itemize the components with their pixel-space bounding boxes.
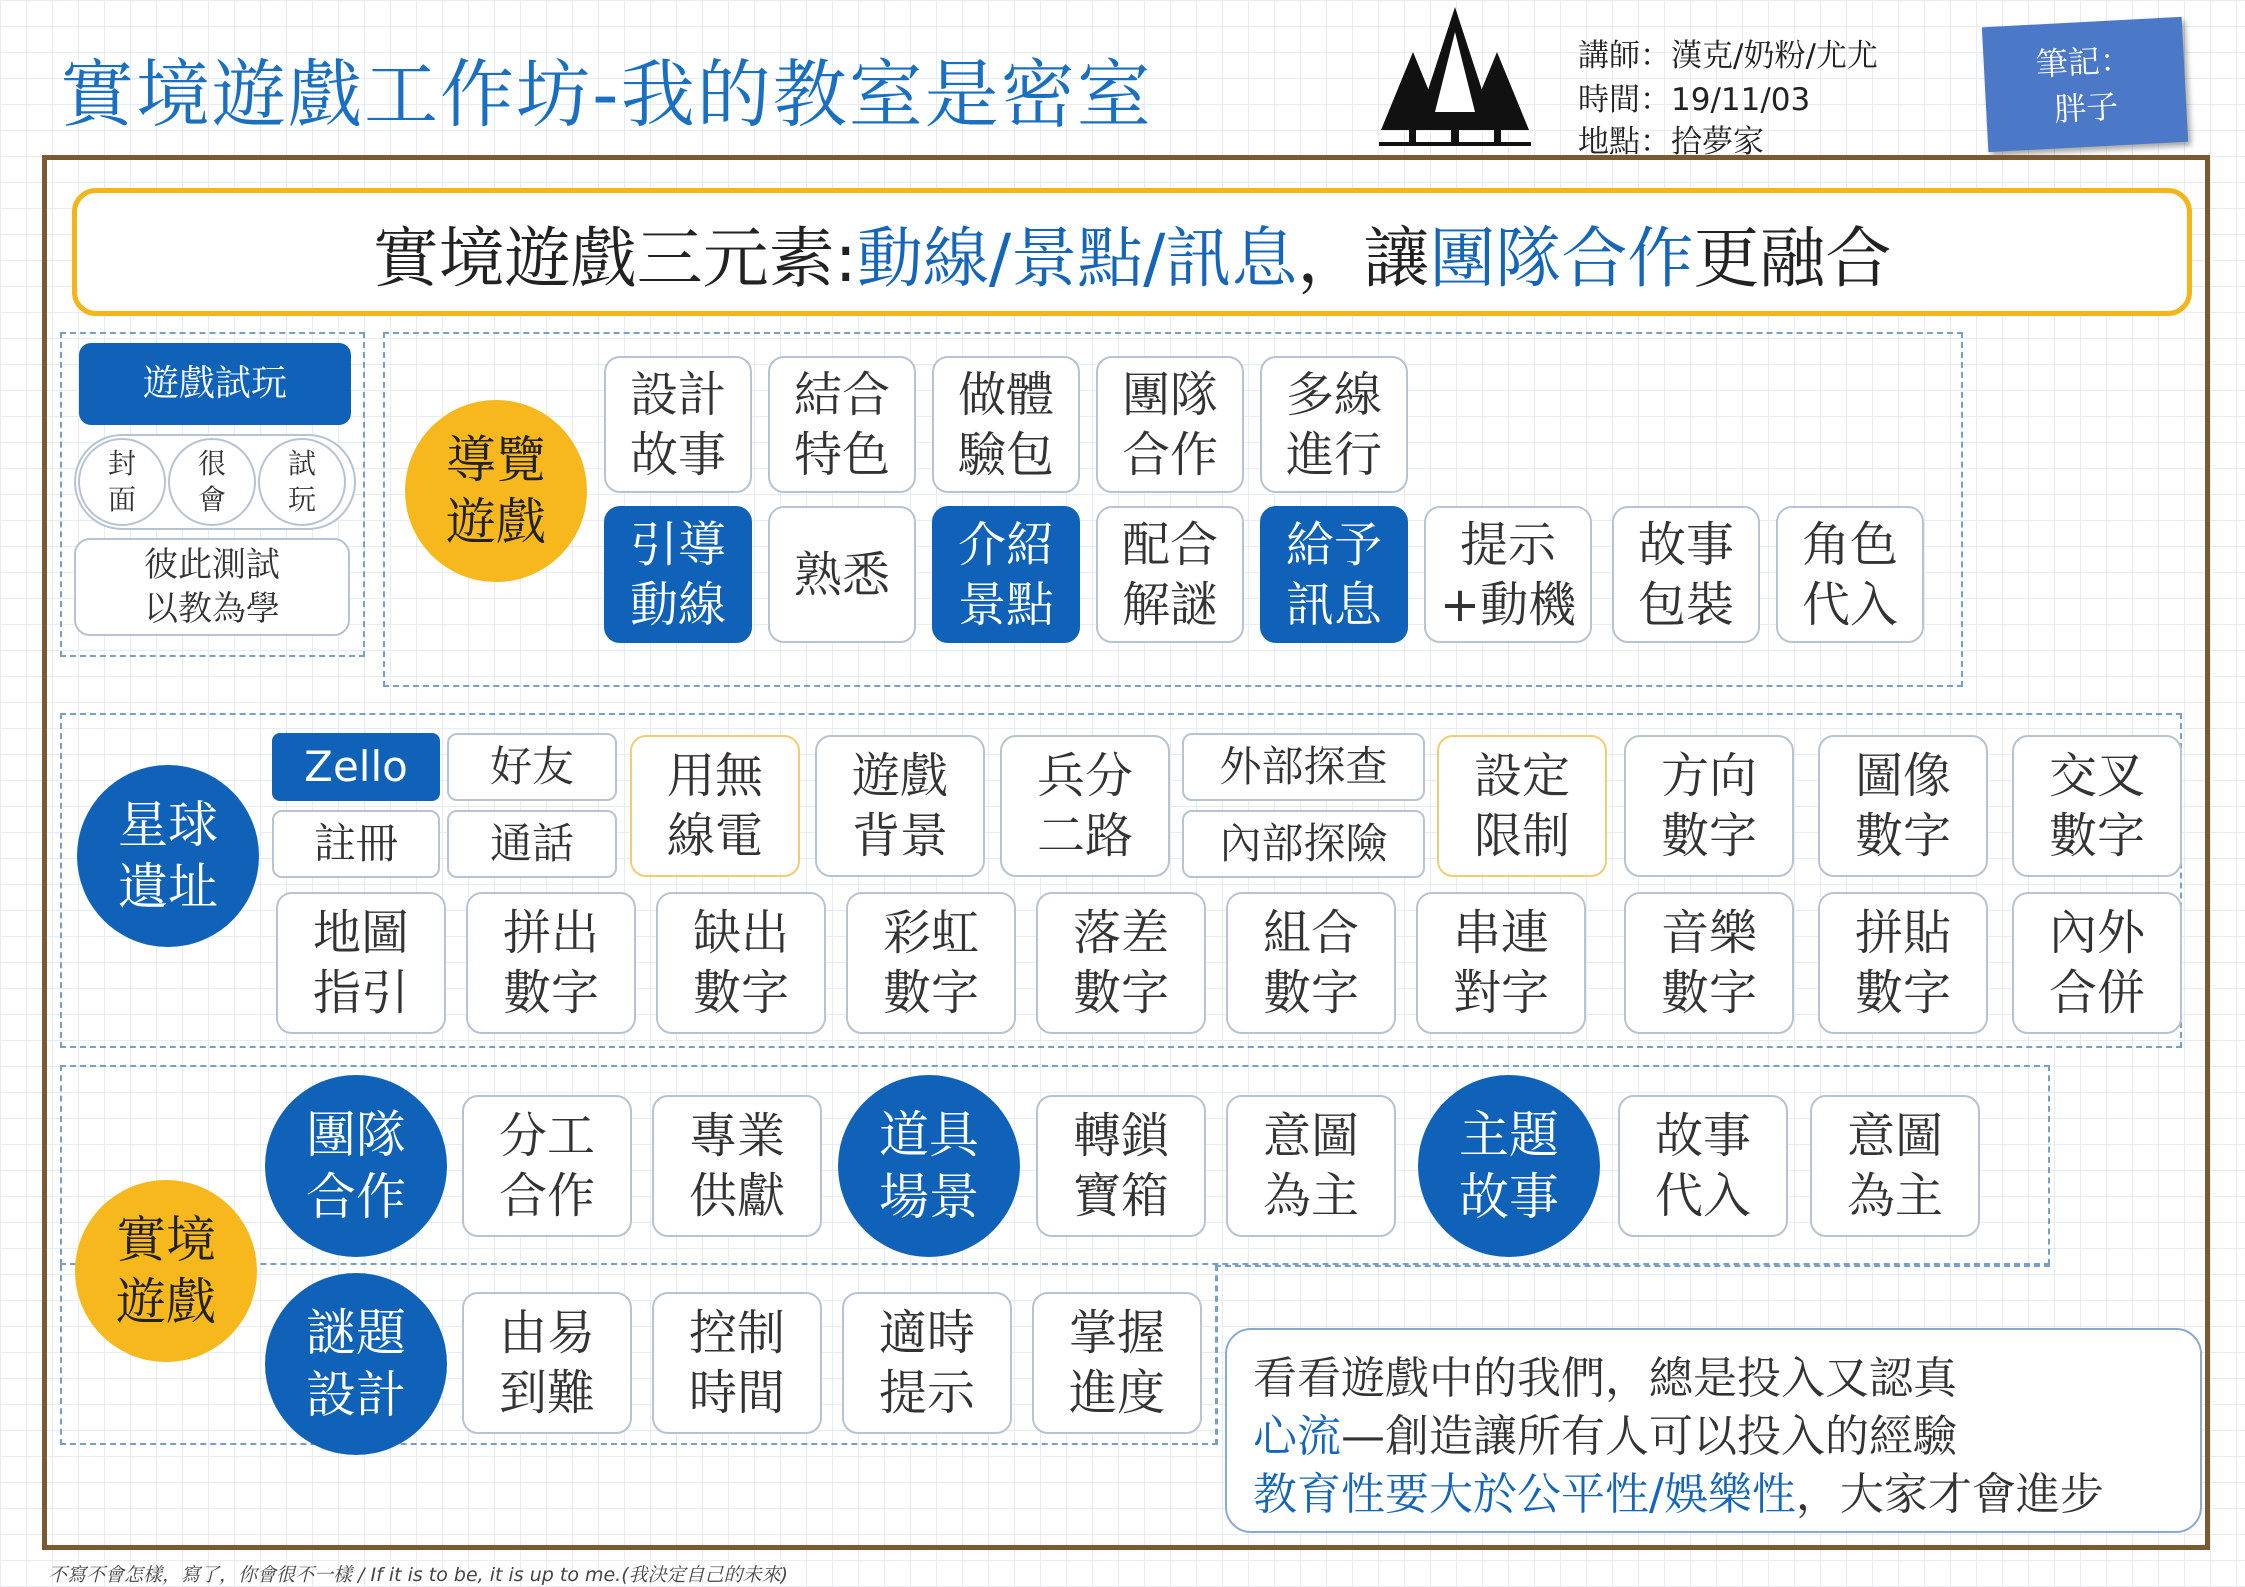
planet-item: 圖像 數字 — [1818, 735, 1988, 877]
guide-circle: 導覽 遊戲 — [405, 400, 587, 582]
explore-in-tag: 內部探險 — [1182, 810, 1425, 878]
tree-logo — [1375, 2, 1535, 150]
guide-step: 提示 +動機 — [1424, 506, 1592, 643]
page-title: 實境遊戲工作坊-我的教室是密室 — [60, 52, 1153, 138]
puzzle-item: 掌握 進度 — [1032, 1292, 1202, 1434]
team-item: 分工 合作 — [462, 1095, 632, 1237]
reflection-line: 心流—創造讓所有人可以投入的經驗 — [1253, 1411, 1957, 1462]
reflection-line: 看看遊戲中的我們，總是投入又認真 — [1253, 1353, 1957, 1404]
puzzle-item: 控制 時間 — [652, 1292, 822, 1434]
explore-out-tag: 外部探查 — [1182, 733, 1425, 801]
guide-key-info: 給予 訊息 — [1260, 506, 1408, 643]
lecturer-info: 講師：漢克/奶粉/尤尤 — [1578, 38, 1878, 74]
props-circle: 道具 場景 — [838, 1075, 1020, 1257]
puzzle-type: 拼貼 數字 — [1818, 892, 1988, 1034]
real-game-circle: 實境 遊戲 — [75, 1180, 257, 1362]
guide-step: 結合 特色 — [768, 356, 916, 493]
puzzle-circle: 謎題 設計 — [265, 1273, 447, 1455]
guide-step: 角色 代入 — [1776, 506, 1924, 643]
trial-title: 遊戲試玩 — [79, 343, 351, 425]
props-item: 轉鎖 寶箱 — [1036, 1095, 1206, 1237]
real-section-note-top — [1215, 1265, 2050, 1267]
planet-item: 設定 限制 — [1437, 735, 1607, 877]
guide-key-spot: 介紹 景點 — [932, 506, 1080, 643]
planet-item: 兵分 二路 — [1000, 735, 1170, 877]
props-item: 意圖 為主 — [1226, 1095, 1396, 1237]
guide-step: 團隊 合作 — [1096, 356, 1244, 493]
footer-motto: 不寫不會怎樣，寫了，你會很不一樣 / If it is to be, it is up to me.(我決定自己的未來) — [48, 1564, 789, 1586]
trial-step-cover: 封 面 — [78, 438, 166, 526]
theme-item: 故事 代入 — [1618, 1095, 1788, 1237]
puzzle-type: 拼出 數字 — [466, 892, 636, 1034]
guide-step: 多線 進行 — [1260, 356, 1408, 493]
puzzle-item: 由易 到難 — [462, 1292, 632, 1434]
team-circle: 團隊 合作 — [265, 1075, 447, 1257]
puzzle-type: 音樂 數字 — [1624, 892, 1794, 1034]
real-section-note-outline — [1215, 1265, 1217, 1445]
reflection-line: 教育性要大於公平性/娛樂性，大家才會進步 — [1253, 1469, 2104, 1520]
puzzle-type: 彩虹 數字 — [846, 892, 1016, 1034]
guide-step: 熟悉 — [768, 506, 916, 643]
guide-step: 配合 解謎 — [1096, 506, 1244, 643]
puzzle-type: 缺出 數字 — [656, 892, 826, 1034]
planet-circle: 星球 遺址 — [77, 765, 259, 947]
planet-item: 交叉 數字 — [2012, 735, 2182, 877]
puzzle-type: 組合 數字 — [1226, 892, 1396, 1034]
puzzle-type: 串連 對字 — [1416, 892, 1586, 1034]
guide-key-route: 引導 動線 — [604, 506, 752, 643]
guide-step: 做體 驗包 — [932, 356, 1080, 493]
friend-tag: 好友 — [447, 733, 617, 801]
headline-banner: 實境遊戲三元素: 動線/景點/訊息 ，讓 團隊合作 更融合 — [72, 188, 2192, 316]
puzzle-type: 地圖 指引 — [276, 892, 446, 1034]
planet-item: 用無 線電 — [630, 735, 800, 877]
theme-circle: 主題 故事 — [1418, 1075, 1600, 1257]
note-author-sticker: 筆記： 胖子 — [1982, 17, 2188, 152]
call-tag: 通話 — [447, 810, 617, 878]
guide-step: 設計 故事 — [604, 356, 752, 493]
register-tag: 註冊 — [272, 810, 440, 878]
guide-step: 故事 包裝 — [1612, 506, 1760, 643]
trial-step-good: 很 會 — [168, 438, 256, 526]
team-item: 專業 供獻 — [652, 1095, 822, 1237]
reflection-note — [1225, 1328, 2202, 1533]
trial-step-play: 試 玩 — [258, 438, 346, 526]
place-info: 地點：拾夢家 — [1578, 124, 1764, 160]
puzzle-type: 內外 合併 — [2012, 892, 2182, 1034]
trial-footer: 彼此測試 以教為學 — [74, 538, 350, 636]
planet-item: 方向 數字 — [1624, 735, 1794, 877]
puzzle-item: 適時 提示 — [842, 1292, 1012, 1434]
zello-tag: Zello — [272, 733, 440, 801]
time-info: 時間：19/11/03 — [1578, 82, 1811, 118]
puzzle-type: 落差 數字 — [1036, 892, 1206, 1034]
theme-item: 意圖 為主 — [1810, 1095, 1980, 1237]
planet-item: 遊戲 背景 — [815, 735, 985, 877]
